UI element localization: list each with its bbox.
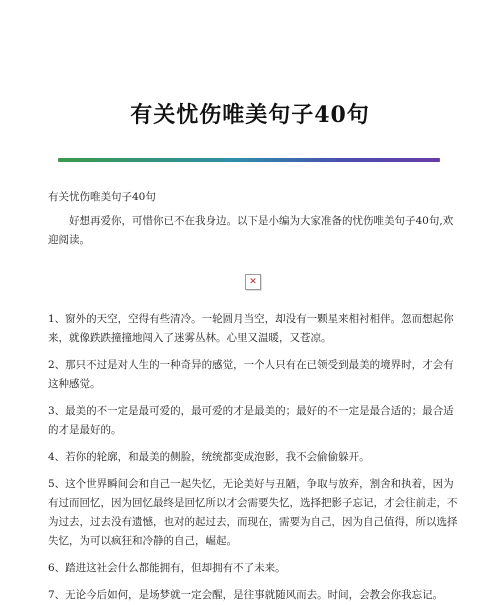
title-divider: [58, 158, 440, 162]
list-item: 5、这个世界瞬间会和自己一起失忆，无论美好与丑陋，争取与放弃，割舍和执着，因为有过而回忆，因为回忆最终是回忆所以才会需要失忆，选择把影子忘记，才会往前走，不为过去，过去没有遗憾，也对的起过去，而现在，需要为自己，因为自己值得，所以选择失忆，为可以疯狂和冷静的自己，崛起。: [48, 478, 458, 547]
list-item: 7、无论今后如何，是场梦就一定会醒，是往事就随风而去。时间，会教会你我忘记。: [48, 589, 444, 601]
broken-image-icon: ✕: [245, 274, 261, 290]
intro-paragraph: 好想再爱你，可惜你已不在我身边。以下是小编为大家准备的忧伤唯美句子40句,欢迎阅读。: [48, 215, 454, 246]
document-subtitle: 有关忧伤唯美句子40句: [48, 191, 156, 203]
document-body: [48, 188, 458, 605]
list-item: 4、若你的轮廓，和最美的侧脸，统统都变成泡影，我不会偷偷躲开。: [48, 451, 370, 463]
list-item: 3、最美的不一定是最可爱的，最可爱的才是最美的；最好的不一定是最合适的；最合适的才是最好的。: [48, 405, 454, 436]
document-title: 有关忧伤唯美句子40句: [130, 102, 370, 128]
list-item: 1、窗外的天空，空得有些清冷。一轮圆月当空，却没有一颗星来相衬相伴。忽而想起你来，就像跌跌撞撞地闯入了迷雾丛林。心里又温暖，又苍凉。: [48, 313, 454, 344]
list-item: 6、踏进这社会什么都能拥有，但却拥有不了未来。: [48, 562, 286, 574]
image-placeholder: [48, 262, 458, 302]
list-item: 2、那只不过是对人生的一种奇异的感觉，一个人只有在已领受到最美的境界时，才会有这种感觉。: [48, 359, 454, 390]
